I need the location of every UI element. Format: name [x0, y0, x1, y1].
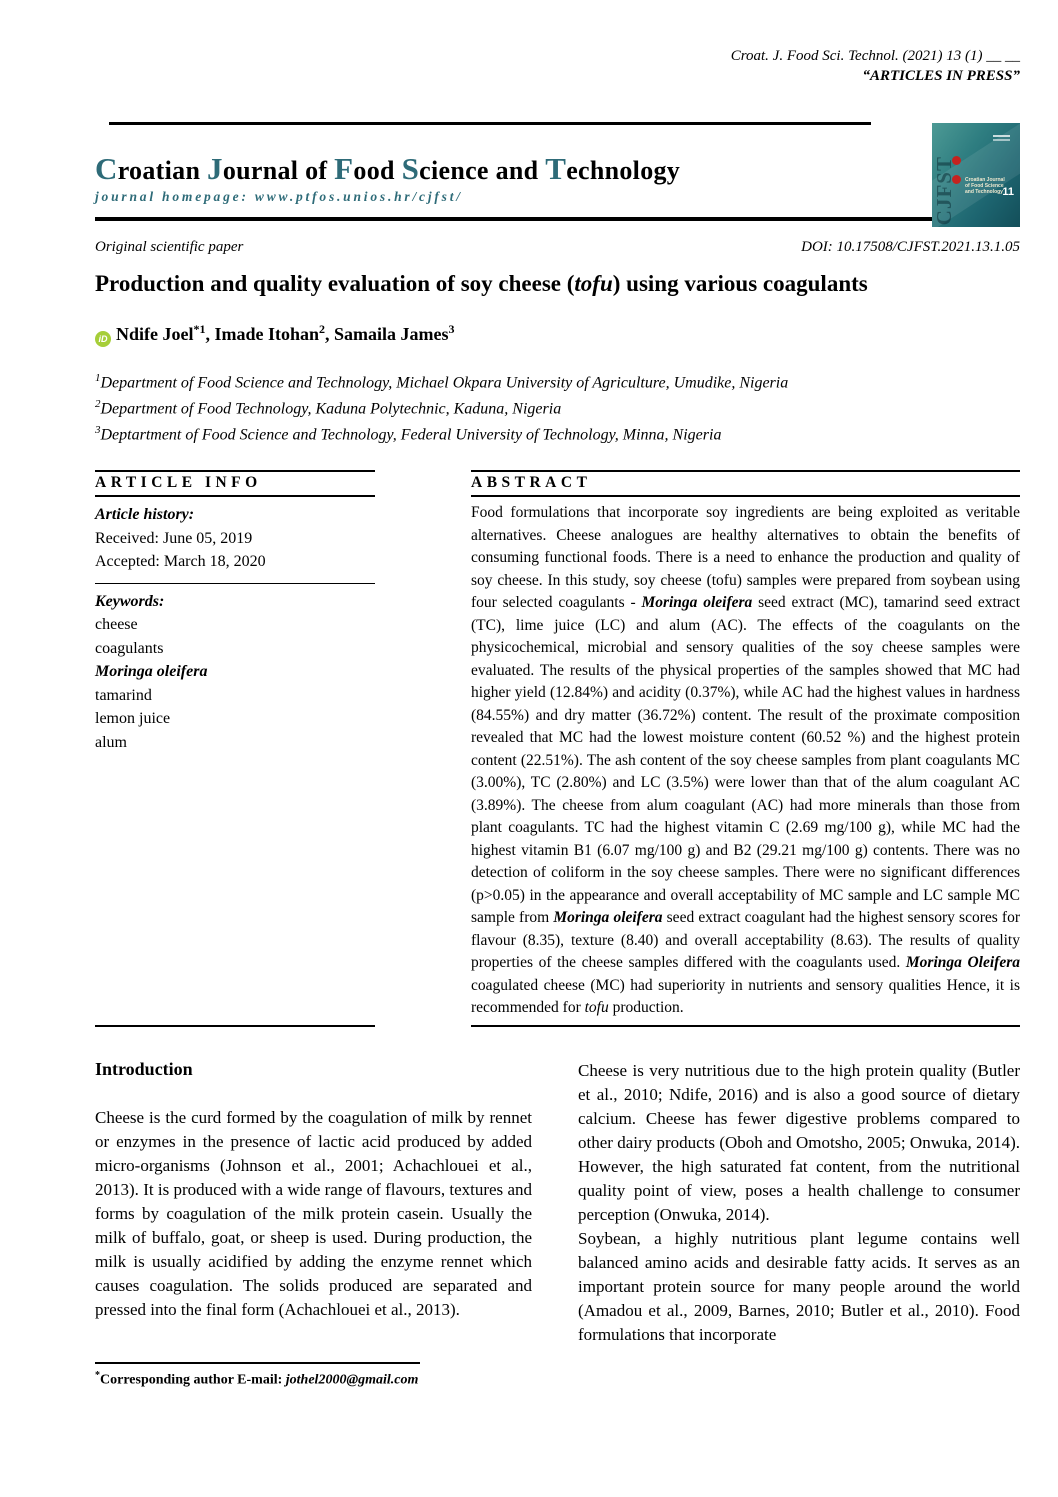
- article-info-body: [95, 497, 375, 754]
- article-history-label: Article history:: [95, 506, 195, 524]
- info-abstract-columns: [95, 470, 1020, 1027]
- corresponding-email-link[interactable]: jothel2000@gmail.com: [285, 1372, 419, 1388]
- abstract-segment: production.: [608, 999, 684, 1017]
- affiliation-sup: 2: [95, 397, 101, 410]
- journal-cover-image: [932, 123, 1020, 227]
- keyword: Moringa oleifera: [95, 663, 208, 681]
- accepted-date: Accepted: March 18, 2020: [95, 553, 266, 571]
- affiliation-line: [95, 420, 1020, 446]
- journal-title-word: roatian: [117, 156, 207, 185]
- author-name: Samaila James: [334, 324, 449, 344]
- abstract-species-name: Moringa oleifera: [641, 594, 753, 612]
- keywords-label: Keywords:: [95, 592, 165, 610]
- abstract-segment: seed extract (MC), tamarind seed extract (TC), lime juice (LC) and alum (AC). The effects of the coagulants on the physicochemical, microbial and sensory qualities of the soy cheese samples were evaluated. The results of the physical properties of the samples showed that MC had higher yield (12.84%) and acidity (0.37%), while AC had the highest values in hardness (84.55%) and dry matter (36.72%) content. The result of the proximate composition revealed that MC had the lowest moisture content (60.52 %) and the highest protein content (22.51%). The ash content of the soy cheese samples from plant coagulants MC (3.00%), TC (2.80%) and LC (3.5%) were lower than that of the alum coagulant AC (3.89%). The cheese from alum coagulant (AC) had more minerals than those from plant coagulants. TC had the highest vitamin C (2.69 mg/100 g), while MC had the highest vitamin B1 (6.07 mg/100 g) and B2 (29.21 mg/100 g) contents. There was no detection of coliform in the soy cheese samples. There were no significant differences (p>0.05) in the appearance and overall acceptability of MC sample and LC sample MC sample from: [471, 594, 1020, 927]
- affiliation-sup: 3: [95, 423, 101, 436]
- keyword: cheese: [95, 616, 138, 634]
- received-date: Received: June 05, 2019: [95, 529, 253, 547]
- abstract-segment: seed extract coagulant had the highest sensory scores for flavour (8.35), texture (8.40) and overall acceptability (8.63). The results of quality properties of the cheese samples differed with the coagulants used.: [471, 909, 1020, 972]
- orcid-icon[interactable]: iD: [95, 331, 111, 347]
- footnote-marker: *: [95, 1369, 100, 1381]
- info-divider-rule: [95, 583, 375, 584]
- affiliation-text: Deptartment of Food Science and Technology, Federal University of Technology, Minna, Nigeria: [100, 425, 722, 443]
- abstract-species-name: Moringa Oleifera: [905, 954, 1020, 972]
- keyword: alum: [95, 733, 127, 751]
- author-affil-sup: 2: [319, 322, 326, 336]
- intro-right-column: [578, 1059, 1020, 1347]
- intro-paragraph: Cheese is very nutritious due to the high protein quality (Butler et al., 2010; Ndife, 2016) and is also a good source of dietary calcium. Cheese has fewer digestive problems compared to other dairy products (Oboh and Omotsho, 2005; Onwuka, 2014). However, the high saturated fat content, from the nutritional quality point of view, poses a health challenge to consumer perception (Onwuka, 2014).: [578, 1060, 1020, 1224]
- cover-corner-mark: [993, 135, 1010, 137]
- journal-masthead: [95, 122, 1020, 225]
- masthead-top-rule: [109, 122, 871, 125]
- journal-title-initial: J: [207, 151, 223, 186]
- doi-label: DOI: 10.17508/CJFST.2021.13.1.05: [801, 239, 1020, 255]
- article-info-column: [95, 470, 375, 1027]
- abstract-heading: ABSTRACT: [471, 470, 1020, 497]
- author-separator: ,: [325, 324, 335, 344]
- paper-title-italic: tofu: [574, 271, 613, 296]
- intro-left-column: [95, 1059, 532, 1347]
- abstract-species-name: Moringa oleifera: [553, 909, 663, 927]
- articles-in-press-badge: “ARTICLES IN PRESS”: [862, 68, 1020, 84]
- journal-title-word: ood: [353, 156, 402, 185]
- keyword: lemon juice: [95, 710, 171, 728]
- affiliation-text: Department of Food Science and Technology, Michael Okpara University of Agriculture, Umudike, Nigeria: [100, 374, 789, 392]
- journal-title-initial: S: [401, 151, 420, 186]
- footnote-label: Corresponding author E-mail:: [100, 1372, 286, 1388]
- footnote-rule: [95, 1362, 420, 1364]
- masthead-bottom-rule: [95, 217, 1020, 221]
- keyword: tamarind: [95, 686, 152, 704]
- paper-type-label: Original scientific paper: [95, 239, 244, 255]
- author-name: Imade Itohan: [214, 324, 320, 344]
- journal-title-word: echnology: [566, 156, 681, 185]
- author-name: Ndife Joel: [116, 324, 194, 344]
- author-affil-sup: 3: [448, 322, 455, 336]
- journal-title-initial: F: [334, 151, 354, 186]
- corresponding-author-footnote: [95, 1362, 1020, 1389]
- abstract-column: [471, 470, 1020, 1027]
- abstract-italic-word: tofu: [584, 999, 609, 1017]
- affiliation-sup: 1: [95, 372, 101, 384]
- intro-paragraph: Cheese is the curd formed by the coagulation of milk by rennet or enzymes in the presence of lactic acid produced by added micro-organisms (Johnson et al., 2001; Achachlouei et al., 2013). It is produced with a wide range of flavours, textures and forms by coagulation of the milk protein casein. Usually the milk of buffalo, goat, or sheep is used. During production, the milk is usually acidified by adding the enzyme rennet which causes coagulation. The solids produced are separated and pressed into the final form (Achachlouei et al., 2013).: [95, 1107, 532, 1319]
- journal-title-initial: T: [545, 151, 567, 186]
- paper-title-text: ) using various coagulants: [612, 271, 868, 296]
- cover-issue-number: 11: [1002, 186, 1014, 198]
- abstract-segment: Food formulations that incorporate soy ingredients are being exploited as veritable alternatives. Cheese analogues are healthy alternatives to obtain the benefits of consuming functional foods. There is a need to enhance the production and quality of soy cheese. In this study, soy cheese (tofu) samples were prepared from soybean using four selected coagulants -: [471, 504, 1020, 612]
- abstract-segment: coagulated cheese (MC) had superiority in nutrients and sensory qualities Hence, it is recommended for: [471, 976, 1020, 1017]
- author-affil-sup: *1: [193, 322, 206, 336]
- journal-title-word: ournal of: [222, 156, 335, 185]
- introduction-heading: Introduction: [95, 1058, 193, 1079]
- footnote-text: [95, 1370, 1020, 1389]
- cover-title-text: Croatian Journal of Food Science and Technology: [965, 177, 1005, 195]
- keyword: coagulants: [95, 639, 164, 657]
- intro-paragraph: Soybean, a highly nutritious plant legume contains well balanced amino acids and desirable fatty acids. It serves as an important protein source for many people around the world (Amadou et al., 2009, Barnes, 2010; Butler et al., 2010). Food formulations that incorporate: [578, 1228, 1020, 1344]
- running-head-citation: Croat. J. Food Sci. Technol. (2021) 13 (1) __ __: [730, 48, 1020, 64]
- journal-title: [95, 151, 1020, 187]
- journal-homepage-link[interactable]: journal homepage: www.ptfos.unios.hr/cjfst/: [95, 189, 463, 204]
- journal-title-word: cience and: [419, 156, 546, 185]
- author-separator: ,: [205, 324, 215, 344]
- article-info-heading: ARTICLE INFO: [95, 470, 375, 497]
- affiliations: [95, 368, 1020, 445]
- cover-spine-text: CJFST: [932, 155, 956, 225]
- affiliation-text: Department of Food Technology, Kaduna Polytechnic, Kaduna, Nigeria: [100, 400, 562, 418]
- affiliation-line: [95, 368, 1020, 394]
- abstract-text: [471, 497, 1020, 1025]
- journal-title-initial: C: [95, 151, 118, 186]
- paper-title-text: Production and quality evaluation of soy cheese (: [95, 271, 575, 296]
- meta-row: [95, 239, 1020, 256]
- running-head: [95, 46, 1020, 86]
- paper-title: [95, 271, 1020, 297]
- affiliation-line: [95, 394, 1020, 420]
- introduction-section: [95, 1059, 1020, 1347]
- author-line: [95, 322, 1020, 347]
